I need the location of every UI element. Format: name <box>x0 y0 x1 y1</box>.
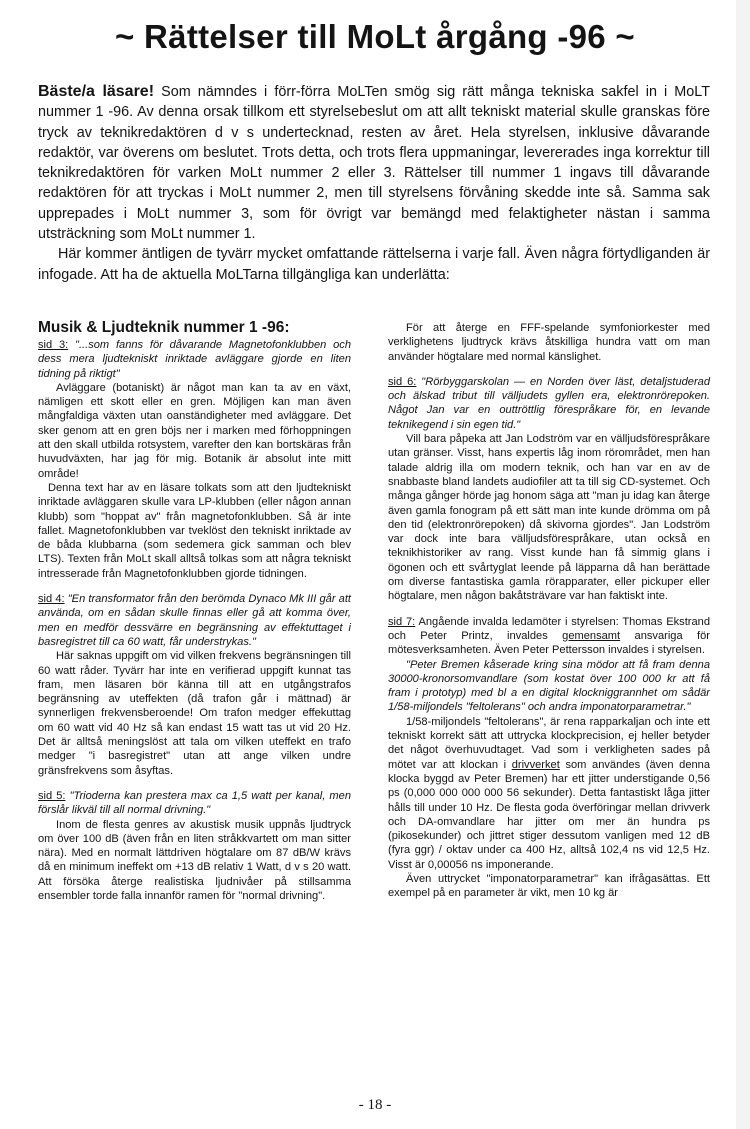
sid7-paragraph-2 <box>388 715 710 872</box>
sid4-quote <box>38 592 351 649</box>
sid7-p1-b: som användes (även denna klocka byggd av Peter Bremen) har ett jitter understigande 0,56 ps (0,000 000 000 000 56 sekunder). Detta fantastiskt låga jitter hålls till under 10 Hz. De flesta goda överföringar mellan drivverk och DA-omvandlare har jitter om mer än hundra ps (pikosekunder) och jittret stiger dessutom vanligen med 12 dB (fyra ggr) / oktav under ca 400 Hz, alltså 102,4 ns vid 12,5 Hz. Visst är 0,00056 ns imponerande. <box>388 758 710 871</box>
page-edge-bleed <box>736 0 750 1129</box>
sid7-underline: gemensamt <box>562 629 621 642</box>
page-number: - 18 - <box>358 1097 392 1113</box>
sid7-label: sid 7: <box>388 615 416 628</box>
sid5-label: sid 5: <box>38 789 66 802</box>
sid3-label: sid 3: <box>38 339 69 351</box>
sid7-text-a: Angående invalda ledamöter i styrelsen: Thomas Ekstrand och Peter Printz, invaldes <box>388 615 710 642</box>
intro-paragraph-2: Här kommer äntligen de tyvärr mycket omfattande rättelserna i varje fall. Även några förtydliganden är infogade. Att ha de aktuella MoLTarna tillgängliga kan underlätta: <box>38 246 710 283</box>
sid3-quote-text: "...som fanns för dåvarande Magnetofonklubben och dess mera ljudtekniskt inriktade avläggare gjorde en liten tidning på riktigt" <box>38 339 351 380</box>
page-title: ~ Rättelser till MoLt årgång -96 ~ <box>115 18 635 55</box>
sid5-quote <box>38 789 351 818</box>
sid6-paragraph-1: Vill bara påpeka att Jan Lodström var en välljudsförespråkare utan gränser. Visst, hans expertis låg inom rörområdet, men han talade aldrig illa om modern teknik, och han var en av de snabbaste bland landets audiofiler att ta till sig CD-systemet. Och många gånger hörde jag honom säga att "man ju idag kan återge även gamla fonogram på ett sätt man inte kunde drömma om på den tid (elektronrörepoken) då skivorna gjordes". Jan Lodström var dock inte bara välljudsförespråkare, utan också en teknikhistoriker av rang. Visst kunde han få simmig glans i ögonen och ett svårtyglat leende på läpparna då han berättade om diverse fantastiska gamla rörapparater, eller pickuper eller högtalare, men någon bakåtsträvare var han faktiskt inte. <box>388 433 710 603</box>
sid5-quote-text: "Trioderna kan prestera max ca 1,5 watt per kanal, men förslår likväl till all normal drivning." <box>38 789 351 817</box>
sid4-paragraph-1: Här saknas uppgift om vid vilken frekvens begränsningen till 60 watt råder. Tyvärr har inte en verifierad uppgift kunnat tas fram, men läsaren bör känna till att en utgångstrafos begränsning av uteffekten (då trafon går i mättnad) är synnerligen frekvensberoende! Om trafon medger effekuttag om 60 watt vid 40 Hz så kan endast 15 watt tas ut vid 20 Hz. Det är alltså meningslöst att tala om vilken uteffekt en trafo medger "i basregistret" utan att ange vilken undre gränsfrekvens som åsyftas. <box>38 650 351 777</box>
sid5-paragraph-1: Inom de flesta genres av akustisk musik uppnås ljudtryck om över 100 dB (även från en liten stråkkvartett om man sitter nära). Med en normalt lättdriven högtalare om 87 dB/W krävs då en minimum ineffekt om +13 dB relativ 1 Watt, d v s 20 watt. Att försöka återge realistiska ljudnivåer på stillsamma ensembler torde falla innanför ramen för "normal drivning". <box>38 818 351 902</box>
sid3-quote <box>38 338 351 381</box>
sid6-label: sid 6: <box>388 375 417 388</box>
intro-greeting: Bäste/a läsare! <box>38 83 155 100</box>
sid7-paragraph-3: Även uttrycket "imponatorparametrar" kan ifrågasättas. Ett exempel på en parameter är vikt, men 10 kg är <box>388 872 710 900</box>
sid7-paragraph-1 <box>388 615 710 658</box>
sid7-quote <box>388 658 710 715</box>
left-column <box>38 318 351 903</box>
sid6-quote-text: "Rörbyggarskolan — en Norden över läst, detaljstuderad och älskad tribut till välljudets gyllen era, elektronrörepoken. Något Jan var en outtröttlig förespråkare för, en levande teknikegend i sin egen tid." <box>388 375 710 431</box>
sid4-label: sid 4: <box>38 593 65 606</box>
right-top-paragraph: För att återge en FFF-spelande symfoniorkester med verklighetens ljudtryck krävs åtskilliga hundra vatt om man använder högtalare med normal känslighet. <box>388 322 710 363</box>
sid7-p1-underline: drivverket <box>511 758 560 771</box>
intro-section <box>38 82 710 285</box>
sid6-quote <box>388 375 710 432</box>
sid4-quote-text: "En transformator från den berömda Dynaco Mk III går att använda, om en sådan skulle finnas eller gå att komma över, men en medför dessvärre en begränsning av effektuttaget i basregistret till ca 60 watt, får understrykas." <box>38 593 351 648</box>
sid7-p1-a: 1/58-miljondels "feltolerans", är rena rapparkaljan och inte ett tekniskt korrekt sätt att uttrycka klockprecision, ej heller betyder det något överhuvudtaget. Vad som i verkligheten sades på mötet var att klockan i <box>388 715 710 771</box>
sid3-paragraph-1: Avläggare (botaniskt) är något man kan ta av en växt, nämligen ett skott eller en gren. Möjligen kan man även mångfaldiga växten utan oanständigheter med avläggare. Det sker genom att en gren böjs ner i marken med förhoppningen att den skall utbilda rotsystem, varefter den kan bortskäras från huvudväxten, har jag för mig. Botanik är absolut inte mitt område! <box>38 381 351 480</box>
sid7-text-b: ansvariga för mötesverksamheten. Även Peter Pettersson invaldes i styrelsen. <box>388 629 710 657</box>
intro-text-1: Som nämndes i förr-förra MoLTen smög sig rätt många tekniska sakfel in i MoLT nummer 1 -96. Av denna orsak tillkom ett styrelsebeslut om att allt tekniskt material skulle granskas före tryck av teknikredaktören d v s undertecknad, resten av året. Hela styrelsen, inklusive dåvarande redaktör, var överens om beslutet. Trots detta, och trots flera uppmaningar, levererades inga korrektur till teknikredaktören för varken MoLt nummer 2 eller 3. Rättelser till nummer 1 ingavs till dåvarande redaktören för att tryckas i MoLt nummer 2, men till styrelsens förvåning skedde inte så. Samma sak upprepades i MoLt nummer 3, som för övrigt var bemängd med felaktigheter nästan i samma utsträckning som MoLt nummer 1. <box>38 84 710 243</box>
section-heading: Musik & Ljudteknik nummer 1 -96: <box>38 319 290 336</box>
sid3-paragraph-2: Denna text har av en läsare tolkats som att den ljudtekniskt inriktade avläggaren skulle vara LP-klubben (eller någon annan klubb) som "hoppat av" från magnetofonklubben. Så är inte fallet. Magnetofonklubben var tveklöst den tekniskt inriktade av de båda klubbarna (som sedemera gick samman och blev LTS). Texten från MoLt skall alltså tolkas som att några tekniskt intresserade från Magnetofonklubben gjorde tidningen. <box>38 481 351 580</box>
intro-paragraph-1 <box>38 82 710 244</box>
right-column <box>388 321 710 901</box>
sid7-quote-text: "Peter Bremen kåserade kring sina mödor att få fram denna 30000-kronorsomvandlare (som kostat över 100 000 kr att få fram i prototyp) med bl a en digital klockniggrannhet om sådär 1/58-miljondels "feltolerans" och andra imponatorparametrar." <box>388 658 710 714</box>
